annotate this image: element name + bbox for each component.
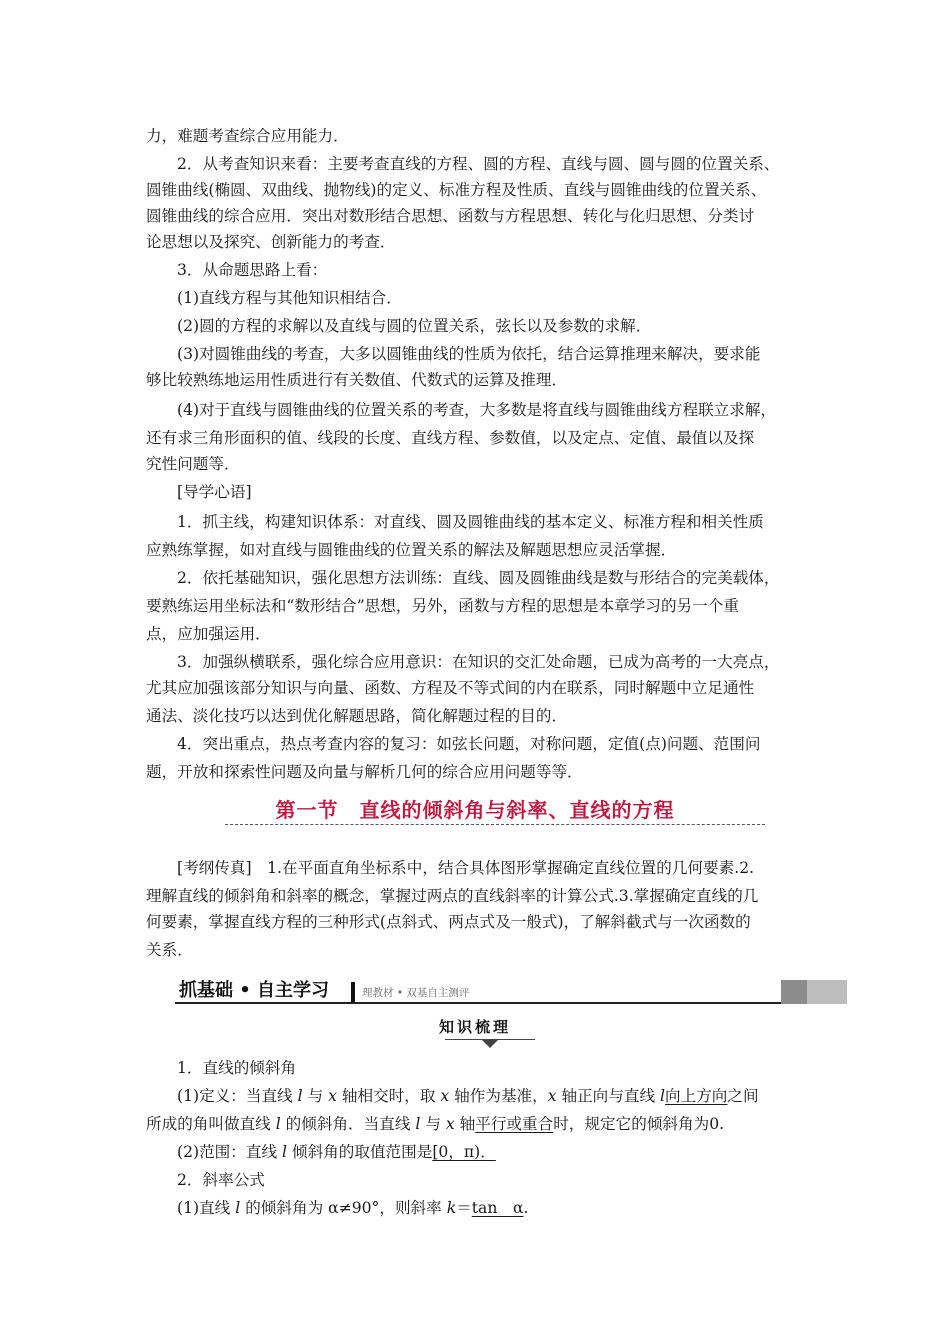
var-l: l [660,1087,666,1105]
text-fragment: 的倾斜角．当直线 [280,1115,416,1133]
syllabus-line-3: 何要素，掌握直线方程的三种形式(点斜式、两点式及一般式)，了解斜截式与一次函数的 [146,913,751,931]
text-fragment: 时，规定它的倾斜角为0. [553,1115,725,1133]
answer-tan-alpha: tan α [471,1199,524,1217]
title-divider [225,824,765,825]
guide-heading: [导学心语] [177,483,252,501]
guide-line-8: 通法、淡化技巧以达到优化解题思路，简化解题过程的目的． [146,707,568,725]
intro-line-3: 圆锥曲线(椭圆、双曲线、抛物线)的定义、标准方程及性质、直线与圆锥曲线的位置关系、 [146,181,767,199]
intro-line-4: 圆锥曲线的综合应用．突出对数形结合思想、函数与方程思想、转化与化归思想、分类讨 [146,207,755,225]
text-fragment: 倾斜角的取值范围是 [287,1143,433,1161]
text-fragment: (2)范围：直线 [177,1143,283,1161]
var-l: l [297,1087,303,1105]
var-x: x [440,1087,450,1105]
var-x: x [547,1087,557,1105]
intro-line-8: (2)圆的方程的求解以及直线与圆的位置关系，弦长以及参数的求解． [177,317,652,335]
guide-line-4: 要熟练运用坐标法和“数形结合”思想，另外，函数与方程的思想是本章学习的另一个重 [146,597,739,615]
var-l: l [415,1115,421,1133]
text-fragment: 与 [302,1087,329,1105]
syllabus-line-4: 关系． [146,941,193,959]
down-triangle-icon [482,1040,498,1048]
section-title: 第一节 直线的倾斜角与斜率、直线的方程 [275,798,675,822]
banner-block-dark [781,980,807,1004]
banner-subtitle: 理教材 • 双基自主测评 [362,987,470,999]
guide-line-5: 点，应加强运用． [146,625,271,643]
answer-parallel-or-coincide: 平行或重合 [475,1115,554,1133]
intro-line-5: 论思想以及探究、创新能力的考查． [146,233,396,251]
text-fragment: (1)定义：当直线 [177,1087,298,1105]
intro-line-10: 够比较熟练地运用性质进行有关数值、代数式的运算及推理． [146,371,568,389]
intro-line-2: 2．从考查知识来看：主要考查直线的方程、圆的方程、直线与圆、圆与圆的位置关系、 [177,155,780,173]
banner-block-light [807,980,847,1004]
knowledge-heading [0,1016,950,1037]
intro-line-9: (3)对圆锥曲线的考查，大多以圆锥曲线的性质为依托，结合运算推理来解决，要求能 [177,345,761,363]
text-fragment: 之间 [727,1087,759,1105]
text-fragment: . [523,1199,529,1217]
intro-line-13: 究性问题等． [146,455,240,473]
text-fragment: 轴正向与直线 [556,1087,661,1105]
text-fragment: 轴相交时，取 [336,1087,441,1105]
intro-line-1: 力，难题考查综合应用能力． [146,127,349,145]
text-fragment: ＝ [456,1199,472,1217]
section-banner [175,980,847,1004]
var-k: k [446,1199,457,1217]
answer-range: [0，π)． [432,1143,496,1161]
banner-rule [175,1002,781,1004]
text-fragment: 所成的角叫做直线 [146,1115,276,1133]
intro-line-6: 3．从命题思路上看： [177,261,328,279]
var-l: l [282,1143,288,1161]
intro-line-11: (4)对于直线与圆锥曲线的位置关系的考查，大多数是将直线与圆锥曲线方程联立求解， [177,401,777,419]
var-l: l [275,1115,281,1133]
text-fragment: 轴 [454,1115,476,1133]
definition-line-1 [177,1086,759,1106]
banner-title: 抓基础 • 自主学习 [179,980,330,1001]
intro-line-7: (1)直线方程与其他知识相结合． [177,289,402,307]
text-fragment: 的倾斜角为 α≠90°，则斜率 [240,1199,447,1217]
syllabus-line-2: 理解直线的倾斜角和斜率的概念，掌握过两点的直线斜率的计算公式.3.掌握确定直线的几 [146,887,759,905]
text-fragment: 轴作为基准， [449,1087,548,1105]
guide-line-2: 应熟练掌握，如对直线与圆锥曲线的位置关系的解法及解题思想应灵活掌握． [146,541,677,559]
knowledge-h2: 2．斜率公式 [177,1171,265,1189]
knowledge-heading-text: 知识梳理 [438,1018,511,1036]
var-x: x [328,1087,337,1105]
slope-line [177,1198,528,1218]
guide-line-9: 4．突出重点，热点考查内容的复习：如弦长问题，对称问题，定值(点)问题、范围问 [177,735,761,753]
intro-line-12: 还有求三角形面积的值、线段的长度、直线方程、参数值，以及定点、定值、最值以及探 [146,429,755,447]
range-line [177,1142,496,1162]
knowledge-h1: 1．直线的倾斜角 [177,1059,297,1077]
definition-line-2 [146,1114,724,1134]
banner-separator [351,982,355,1002]
guide-line-7: 尤其应加强该部分知识与向量、函数、方程及不等式间的内在联系，同时解题中立足通性 [146,679,755,697]
text-fragment: (1)直线 [177,1199,236,1217]
var-x: x [445,1115,455,1133]
syllabus-line-1: [考纲传真] 1.在平面直角坐标系中，结合具体图形掌握确定直线位置的几何要素.2. [177,859,755,877]
text-fragment: 与 [420,1115,446,1133]
var-l: l [235,1199,241,1217]
guide-line-3: 2．依托基础知识，强化思想方法训练：直线、圆及圆锥曲线是数与形结合的完美载体， [177,569,780,587]
guide-line-6: 3．加强纵横联系，强化综合应用意识：在知识的交汇处命题，已成为高考的一大亮点， [177,653,780,671]
answer-upward-direction: 向上方向 [665,1087,728,1105]
guide-line-10: 题，开放和探索性问题及向量与解析几何的综合应用问题等等． [146,763,583,781]
guide-line-1: 1．抓主线，构建知识体系：对直线、圆及圆锥曲线的基本定义、标准方程和相关性质 [177,513,764,531]
